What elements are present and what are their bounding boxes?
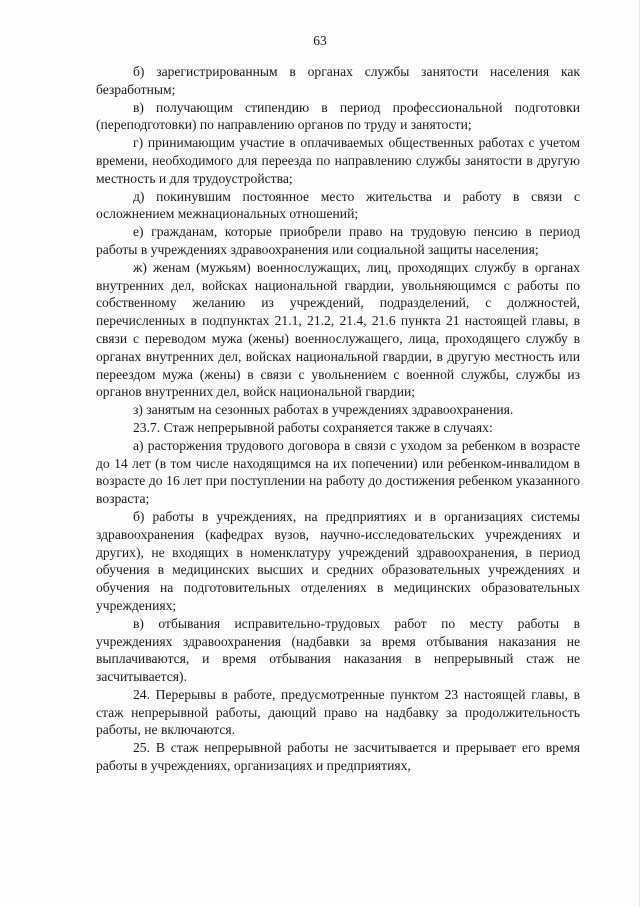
paragraph-a-childcare: а) расторжения трудового договора в связи с уходом за ребенком в возрасте до 14 лет (в том числе находящимся на их попечении) или ребенком-инвалидом в возрасте до 16 лет при поступлении на работу до достижения ребенком указанного возраста; — [96, 437, 580, 507]
paragraph-e-pension-citizens: е) гражданам, которые приобрели право на трудовую пенсию в период работы в учреждениях здравоохранения или социальной защиты населения; — [96, 224, 580, 257]
paragraph-d-relocated-interethnic: д) покинувшим постоянное место жительства и работу в связи с осложнением межнациональных отношений; — [96, 188, 580, 222]
paragraph-zh-military-spouses: ж) женам (мужьям) военнослужащих, лиц, проходящих службу в органах внутренних дел, войсках национальной гвардии, увольняющимся с работы по собственному желанию из учреждений, подразделений, с должностей, перечисленных в подпунктах 21.1, 21.2, 21.4, 21.6 пункта 21 настоящей главы, в связи с переводом мужа (жены) военнослужащего, лица, проходящего службу в органах внутренних дел, войсках национальной гвардии, в другую местность или переездом мужа (жены) в связи с увольнением с военной службы, службы из органов внутренних дел, войск национальной гвардии; — [96, 259, 580, 400]
paragraph-v-correctional-labor: в) отбывания исправительно-трудовых работ по месту работы в учреждениях здравоохранения (надбавки за время отбывания наказания не выплачиваются, и время отбывания наказания в непрерывный стаж не засчитывается). — [96, 615, 580, 685]
paragraph-b-registered-unemployed: б) зарегистрированным в органах службы занятости населения как безработным; — [96, 64, 580, 97]
paragraph-z-seasonal-work: з) занятым на сезонных работах в учреждениях здравоохранения. — [133, 402, 514, 418]
document-body — [96, 63, 580, 775]
paragraph-g-public-works: г) принимающим участие в оплачиваемых общественных работах с учетом времени, необходимого для переезда по направлению службы занятости в другую местность и для трудоустройства; — [96, 135, 580, 186]
paragraph-23-7-heading: 23.7. Стаж непрерывной работы сохраняется также в случаях: — [133, 419, 493, 435]
page-number: 63 — [313, 33, 327, 48]
paragraph-b-healthcare-education: б) работы в учреждениях, на предприятиях и в организациях системы здравоохранения (кафедрах вузов, научно-исследовательских учреждениях и других), не входящих в номенклатуру учреждений здравоохранения, в период обучения в медицинских высших и средних образовательных учреждениях и обучения на подготовительных отделениях в медицинских образовательных учреждениях; — [96, 508, 580, 613]
paragraph-v-stipend-recipients: в) получающим стипендию в период профессиональной подготовки (переподготовки) по направлению органов по труду и занятости; — [96, 99, 580, 133]
paragraph-24-breaks: 24. Перерывы в работе, предусмотренные пунктом 23 настоящей главы, в стаж непрерывной работы, дающий право на надбавку за продолжительность работы, не включаются. — [96, 686, 580, 738]
paragraph-25-not-counted: 25. В стаж непрерывной работы не засчитывается и прерывает его время работы в учреждениях, организациях и предприятиях, — [96, 740, 580, 774]
